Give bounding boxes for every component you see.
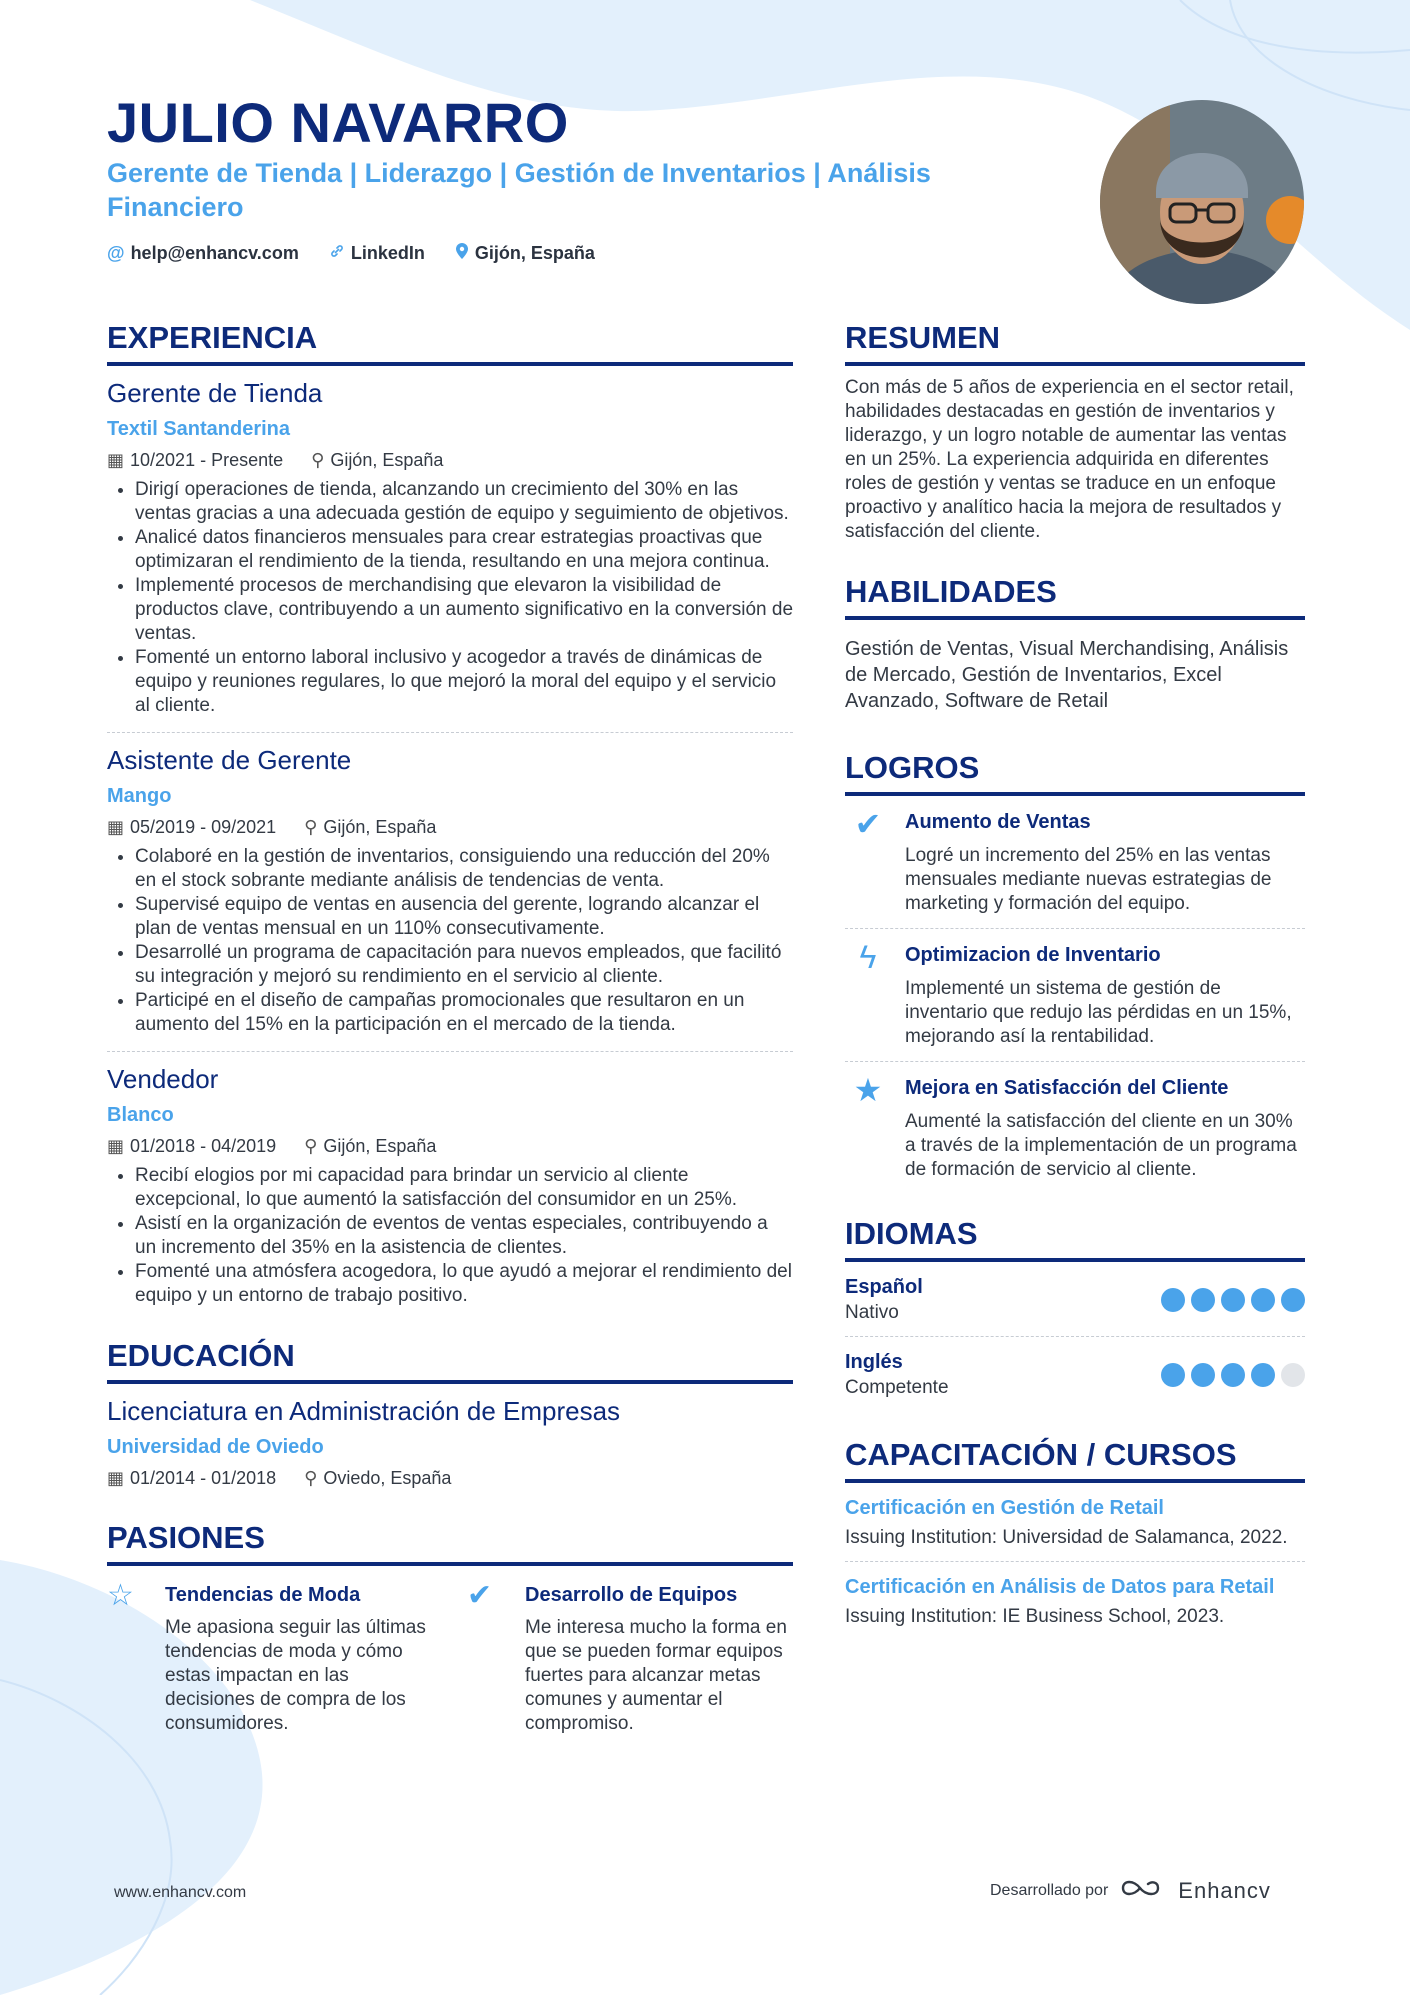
- languages-title: IDIOMAS: [845, 1214, 1305, 1262]
- summary-section: [845, 318, 1305, 544]
- skills-section: [845, 572, 1305, 714]
- courses-section: [845, 1435, 1305, 1640]
- lightning-icon: ϟ: [859, 939, 877, 975]
- achievement-item: [845, 929, 1305, 1062]
- job-dates: 01/2018 - 04/2019: [130, 1136, 277, 1156]
- job-bullets: [107, 478, 793, 718]
- rating-dot-filled: [1221, 1288, 1245, 1312]
- contact-list: [107, 242, 595, 265]
- language-item: [845, 1262, 1305, 1337]
- education-location: Oviedo, España: [323, 1468, 452, 1488]
- bullet-item: • Participé en el diseño de campañas promocionales que resultaron en un aumento del 15% en la participación en el mercado de la tienda.: [135, 989, 793, 1037]
- course-desc: Issuing Institution: IE Business School, 2023.: [845, 1606, 1225, 1627]
- calendar-icon: ▦: [107, 1136, 125, 1156]
- job-dates: 10/2021 - Presente: [130, 450, 284, 470]
- courses-title: CAPACITACIÓN / CURSOS: [845, 1435, 1305, 1483]
- headline: Gerente de Tienda | Liderazgo | Gestión de Inventarios | Análisis Financiero: [107, 158, 931, 222]
- bullet-item: • Supervisé equipo de ventas en ausencia del gerente, logrando alcanzar el plan de ventas mensual en un 110% consecutivamente.: [135, 893, 793, 941]
- candidate-name: JULIO NAVARRO: [107, 91, 569, 154]
- education-meta: [107, 1464, 793, 1492]
- location-pin-icon: ⚲: [304, 1468, 318, 1488]
- job-title: Vendedor: [107, 1064, 219, 1094]
- achievement-desc: Aumenté la satisfacción del cliente en un 30% a través de la implementación de un programa de formación de servicio al cliente.: [905, 1111, 1297, 1180]
- bullet-item: • Colaboré en la gestión de inventarios, consiguiendo una reducción del 20% en el stock sobrante mediante análisis de tendencias de venta.: [135, 845, 793, 893]
- link-icon: [329, 243, 345, 264]
- job-entry: [107, 1052, 793, 1322]
- language-rating: [1161, 1363, 1305, 1387]
- passions-title: PASIONES: [107, 1518, 793, 1566]
- experience-title: EXPERIENCIA: [107, 318, 793, 366]
- language-level: Competente: [845, 1377, 949, 1398]
- job-bullets: [107, 1164, 793, 1308]
- achievement-desc: Logré un incremento del 25% en las ventas mensuales mediante nuevas estrategias de marketing y formación del equipo.: [905, 845, 1272, 914]
- school-name: Universidad de Oviedo: [107, 1436, 324, 1458]
- footer-powered-by: [990, 1876, 1271, 1905]
- job-entry: [107, 733, 793, 1052]
- job-location: Gijón, España: [323, 1136, 437, 1156]
- bullet-item: • Desarrollé un programa de capacitación para nuevos empleados, que facilitó su integración y mejoró su rendimiento en el servicio al cliente.: [135, 941, 793, 989]
- job-meta: [107, 446, 793, 474]
- enhancv-logo-icon: [1120, 1876, 1166, 1905]
- education-entry: [107, 1384, 793, 1500]
- bullet-item: • Recibí elogios por mi capacidad para brindar un servicio al cliente excepcional, lo que aumentó la satisfacción del consumidor en un 25%.: [135, 1164, 793, 1212]
- experience-section: [107, 318, 793, 1322]
- job-entry: [107, 366, 793, 733]
- job-dates: 05/2019 - 09/2021: [130, 817, 277, 837]
- rating-dot-empty: [1281, 1363, 1305, 1387]
- passion-title: Tendencias de Moda: [165, 1584, 361, 1606]
- right-column: [845, 318, 1305, 1640]
- rating-dot-filled: [1161, 1363, 1185, 1387]
- education-dates: 01/2014 - 01/2018: [130, 1468, 277, 1488]
- passion-item: [467, 1580, 787, 1736]
- checkmark-icon: ✔: [467, 1579, 493, 1612]
- location-pin-icon: [455, 242, 469, 265]
- location-pin-icon: ⚲: [304, 1136, 318, 1156]
- left-column: [107, 318, 793, 1736]
- rating-dot-filled: [1251, 1363, 1275, 1387]
- achievement-title: Mejora en Satisfacción del Cliente: [905, 1077, 1229, 1099]
- bullet-item: • Fomenté una atmósfera acogedora, lo que ayudó a mejorar el rendimiento del equipo y un entorno de trabajo positivo.: [135, 1260, 793, 1308]
- achievements-title: LOGROS: [845, 748, 1305, 796]
- languages-section: [845, 1214, 1305, 1411]
- passion-desc: Me apasiona seguir las últimas tendencias de moda y cómo estas impactan en las decisiones de compra de los consumidores.: [165, 1617, 426, 1734]
- checkmark-icon: ✔: [854, 806, 882, 842]
- education-title: EDUCACIÓN: [107, 1336, 793, 1384]
- contact-location: [455, 242, 595, 265]
- course-title: Certificación en Análisis de Datos para Retail: [845, 1576, 1275, 1598]
- location-pin-icon: ⚲: [304, 817, 318, 837]
- course-title: Certificación en Gestión de Retail: [845, 1497, 1164, 1519]
- skills-title: HABILIDADES: [845, 572, 1305, 620]
- achievement-item: [845, 1062, 1305, 1194]
- job-meta: [107, 813, 793, 841]
- language-name: Inglés: [845, 1351, 903, 1373]
- contact-linkedin-label: LinkedIn: [350, 243, 425, 263]
- language-rating: [1161, 1288, 1305, 1312]
- job-title: Asistente de Gerente: [107, 745, 352, 775]
- passions-section: [107, 1518, 793, 1736]
- passion-desc: Me interesa mucho la forma en que se pueden formar equipos fuertes para alcanzar metas comunes y aumentar el compromiso.: [525, 1617, 787, 1734]
- course-item: [845, 1562, 1305, 1640]
- language-level: Nativo: [845, 1302, 899, 1323]
- achievement-title: Aumento de Ventas: [905, 811, 1091, 833]
- rating-dot-filled: [1281, 1288, 1305, 1312]
- company-name: Mango: [107, 785, 172, 807]
- bullet-item: • Analicé datos financieros mensuales para crear estrategias proactivas que optimizaran el rendimiento de la tienda, resultando en una mejora continua.: [135, 526, 793, 574]
- powered-by-label: Desarrollado por: [990, 1881, 1109, 1899]
- bullet-item: • Asistí en la organización de eventos de ventas especiales, contribuyendo a un incremento del 35% en la asistencia de clientes.: [135, 1212, 793, 1260]
- course-item: [845, 1483, 1305, 1562]
- calendar-icon: ▦: [107, 817, 125, 837]
- passions-list: [107, 1580, 793, 1736]
- rating-dot-filled: [1191, 1288, 1215, 1312]
- calendar-icon: ▦: [107, 1468, 125, 1488]
- bullet-item: • Fomenté un entorno laboral inclusivo y acogedor a través de dinámicas de equipo y reuniones regulares, lo que mejoró la moral del equipo y el servicio al cliente.: [135, 646, 793, 718]
- achievement-desc: Implementé un sistema de gestión de inventario que redujo las pérdidas en un 15%, mejorando así la rentabilidad.: [905, 978, 1292, 1047]
- company-name: Textil Santanderina: [107, 418, 291, 440]
- summary-title: RESUMEN: [845, 318, 1305, 366]
- language-name: Español: [845, 1276, 923, 1298]
- bullet-item: • Implementé procesos de merchandising que elevaron la visibilidad de productos clave, contribuyendo a un aumento significativo en la conversión de ventas.: [135, 574, 793, 646]
- job-location: Gijón, España: [323, 817, 437, 837]
- rating-dot-filled: [1221, 1363, 1245, 1387]
- at-icon: @: [107, 243, 125, 263]
- rating-dot-filled: [1191, 1363, 1215, 1387]
- rating-dot-filled: [1251, 1288, 1275, 1312]
- passion-title: Desarrollo de Equipos: [525, 1584, 738, 1606]
- job-bullets: [107, 845, 793, 1037]
- degree-title: Licenciatura en Administración de Empresas: [107, 1396, 621, 1426]
- passion-item: [107, 1580, 427, 1736]
- course-desc: Issuing Institution: Universidad de Salamanca, 2022.: [845, 1527, 1288, 1548]
- contact-email-label: help@enhancv.com: [130, 243, 299, 263]
- profile-photo: [1100, 100, 1304, 304]
- achievement-item: [845, 796, 1305, 929]
- contact-location-label: Gijón, España: [474, 243, 595, 263]
- job-location: Gijón, España: [330, 450, 444, 470]
- job-meta: [107, 1132, 793, 1160]
- brand-name: Enhancv: [1178, 1877, 1271, 1903]
- job-title: Gerente de Tienda: [107, 378, 323, 408]
- calendar-icon: ▦: [107, 450, 125, 470]
- footer-website[interactable]: www.enhancv.com: [114, 1884, 247, 1901]
- bullet-item: • Dirigí operaciones de tienda, alcanzando un crecimiento del 30% en las ventas gracias a una adecuada gestión de equipo y seguimiento de objetivos.: [135, 478, 793, 526]
- star-outline-icon: ☆: [107, 1579, 134, 1612]
- contact-linkedin[interactable]: [329, 242, 425, 265]
- company-name: Blanco: [107, 1104, 174, 1126]
- summary-text: Con más de 5 años de experiencia en el sector retail, habilidades destacadas en gestión de inventarios y liderazgo, y un logro notable de aumentar las ventas en un 25%. La experiencia adquirida en diferentes roles de gestión y ventas se traduce en un enfoque proactivo y analítico hacia la mejora de resultados y satisfacción del cliente.: [845, 377, 1294, 542]
- skills-text: Gestión de Ventas, Visual Merchandising, Análisis de Mercado, Gestión de Inventarios, Excel Avanzado, Software de Retail: [845, 638, 1289, 712]
- achievement-title: Optimizacion de Inventario: [905, 944, 1161, 966]
- education-section: [107, 1336, 793, 1500]
- contact-email[interactable]: [107, 242, 299, 265]
- achievements-section: [845, 748, 1305, 1194]
- rating-dot-filled: [1161, 1288, 1185, 1312]
- language-item: [845, 1337, 1305, 1411]
- star-badge-icon: ★: [853, 1072, 883, 1108]
- location-pin-icon: ⚲: [311, 450, 325, 470]
